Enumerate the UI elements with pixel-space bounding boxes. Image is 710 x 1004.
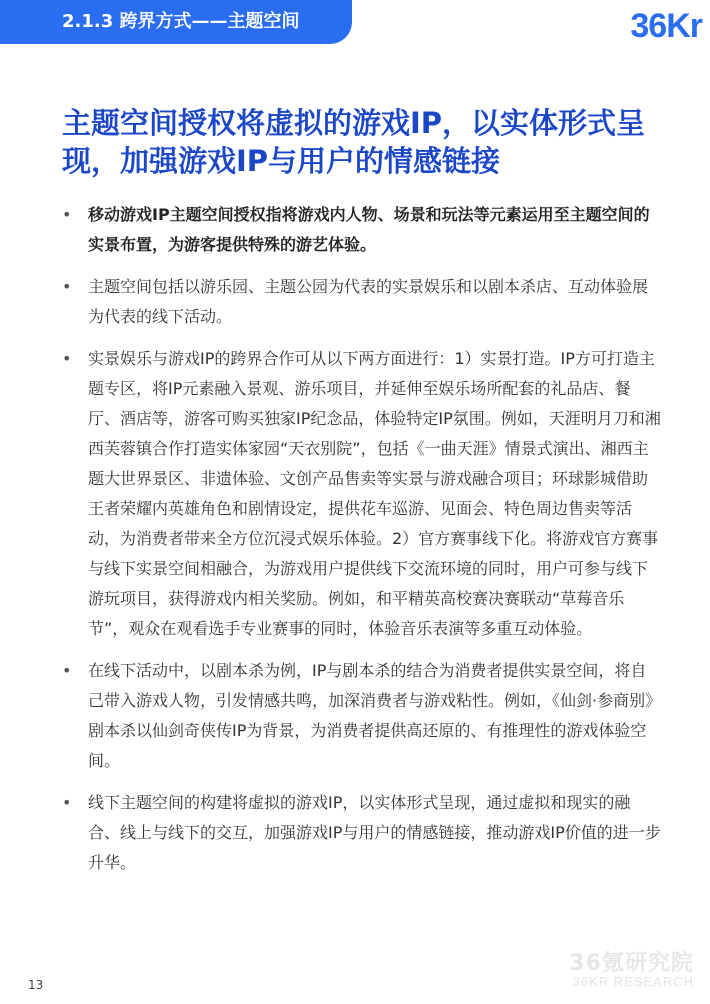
bullet-text: 主题空间包括以游乐园、主题公园为代表的实景娱乐和以剧本杀店、互动体验展为代表的线下活动。 — [88, 277, 649, 326]
bullet-item — [62, 344, 662, 644]
bullet-item — [62, 788, 662, 878]
bullet-dot-icon: • — [62, 277, 72, 296]
watermark-cn: 36氪研究院 — [569, 951, 694, 976]
bullet-text: 在线下活动中，以剧本杀为例，IP与剧本杀的结合为消费者提供实景空间，将自己带入游戏人物，引发情感共鸣，加深消费者与游戏粘性。例如，《仙剑·参商别》剧本杀以仙剑奇侠传IP为背景，为消费者提供高还原的、有推理性的游戏体验空间。 — [88, 661, 662, 770]
watermark-en: 36KR RESEARCH — [572, 974, 694, 989]
section-title: 2.1.3 跨界方式——主题空间 — [62, 11, 300, 32]
36kr-logo: 36Kr — [630, 7, 702, 45]
bullet-text: 实景娱乐与游戏IP的跨界合作可从以下两方面进行：1）实景打造。IP方可打造主题专区，将IP元素融入景观、游乐项目，并延伸至娱乐场所配套的礼品店、餐厅、酒店等，游客可购买独家IP纪念品，体验特定IP氛围。例如，天涯明月刀和湘西芙蓉镇合作打造实体家园“天衣别院”，包括《一曲天涯》情景式演出、湘西主题大世界景区、非遗体验、文创产品售卖等实景与游戏融合项目；环球影城借助王者荣耀内英雄角色和剧情设定，提供花车巡游、见面会、特色周边售卖等活动，为消费者带来全方位沉浸式娱乐体验。2）官方赛事线下化。将游戏官方赛事与线下实景空间相融合，为游戏用户提供线下交流环境的同时，用户可参与线下游玩项目，获得游戏内相关奖励。例如，和平精英高校赛决赛联动“草莓音乐节”，观众在观看选手专业赛事的同时，体验音乐表演等多重互动体验。 — [88, 349, 661, 638]
bullet-item — [62, 272, 662, 332]
page-number: 13 — [28, 978, 44, 992]
section-title-tab — [0, 0, 352, 44]
bullet-text: 线下主题空间的构建将虚拟的游戏IP，以实体形式呈现，通过虚拟和现实的融合、线上与线下的交互，加强游戏IP与用户的情感链接，推动游戏IP价值的进一步升华。 — [88, 793, 661, 872]
bullet-dot-icon: • — [62, 793, 72, 812]
bullet-item — [62, 656, 662, 776]
page-headline: 主题空间授权将虚拟的游戏IP，以实体形式呈现，加强游戏IP与用户的情感链接 — [62, 106, 646, 178]
bullet-item — [62, 200, 662, 260]
bullet-dot-icon: • — [62, 349, 72, 368]
bullet-text: 移动游戏IP主题空间授权指将游戏内人物、场景和玩法等元素运用至主题空间的实景布置，为游客提供特殊的游艺体验。 — [88, 205, 650, 254]
bullet-dot-icon: • — [62, 661, 72, 680]
bullet-list — [62, 200, 662, 890]
bullet-dot-icon: • — [62, 205, 72, 224]
